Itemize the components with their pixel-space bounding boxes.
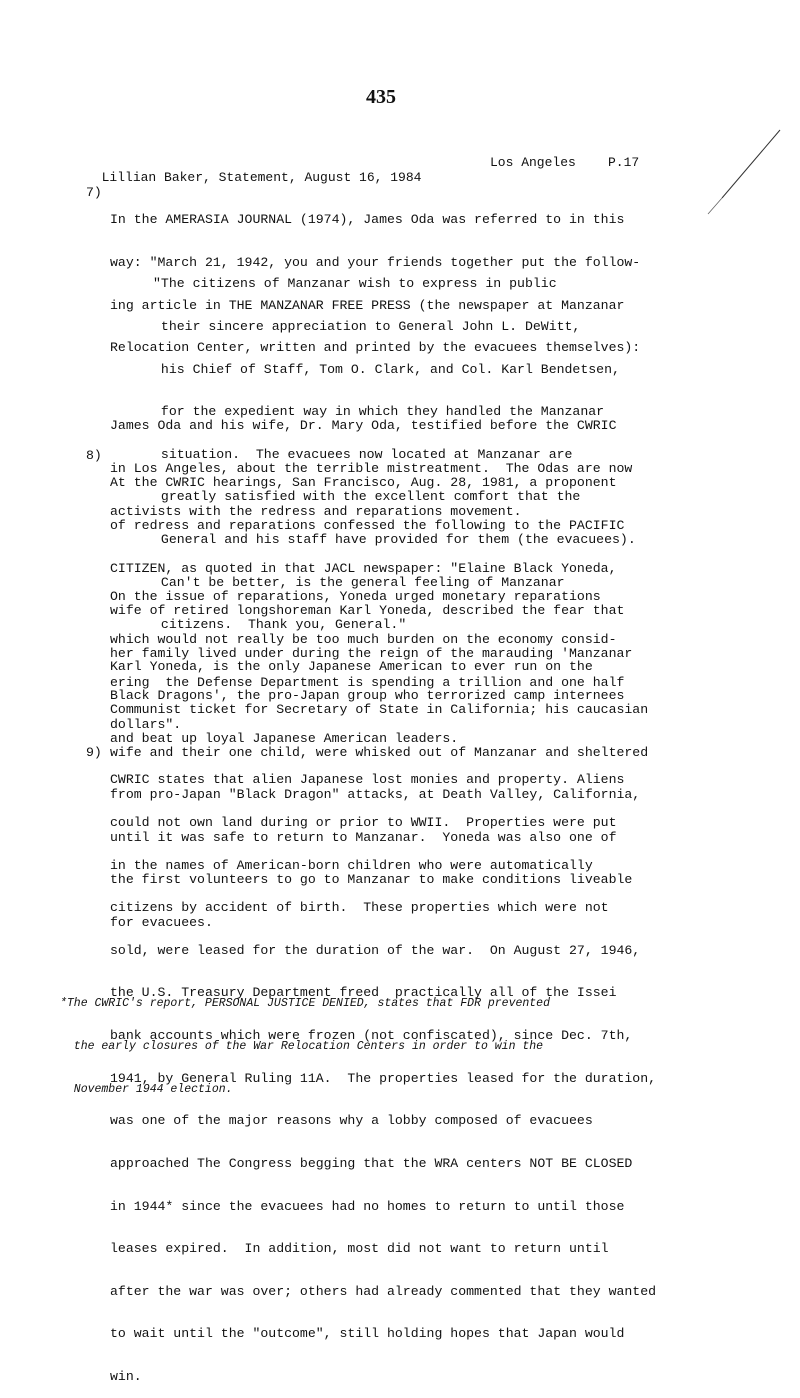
item-7-number: 7) xyxy=(86,185,102,200)
text-line: way: "March 21, 1942, you and your friends together put the follow- xyxy=(110,255,641,271)
text-line: 1941, by General Ruling 11A. The properties leased for the duration, xyxy=(110,1070,657,1086)
text-line: Relocation Center, written and printed by the evacuees themselves): xyxy=(110,340,641,356)
item-8-number: 8) xyxy=(86,448,102,463)
text-line: bank accounts which were frozen (not confiscated), since Dec. 7th, xyxy=(110,1028,633,1044)
quote-line: situation. The evacuees now located at Manzanar are xyxy=(153,446,573,462)
text-line: from pro-Japan "Black Dragon" attacks, at Death Valley, California, xyxy=(110,787,641,803)
text-line: In the AMERASIA JOURNAL (1974), James Oda was referred to in this xyxy=(110,212,625,228)
quote-line: greatly satisfied with the excellent comfort that the xyxy=(153,489,581,505)
text-line: of redress and reparations confessed the following to the PACIFIC xyxy=(110,518,625,534)
text-line: dollars". xyxy=(110,717,182,733)
text-line: On the issue of reparations, Yoneda urged monetary reparations xyxy=(110,589,601,605)
text-line: ing article in THE MANZANAR FREE PRESS (the newspaper at Manzanar xyxy=(110,297,625,313)
text-line: the U.S. Treasury Department freed practically all of the Issei xyxy=(110,985,617,1001)
quote-line: for the expedient way in which they handled the Manzanar xyxy=(153,404,605,420)
text-line: in Los Angeles, about the terrible mistreatment. The Odas are now xyxy=(110,461,633,477)
page-ref: P.17 xyxy=(608,155,640,170)
text-line: Black Dragons', the pro-Japan group who terrorized camp internees xyxy=(110,688,625,704)
footnote-line: November 1944 election. xyxy=(60,1083,233,1097)
text-line: activists with the redress and reparations movement. xyxy=(110,503,522,519)
text-line: in the names of American-born children who were automatically xyxy=(110,857,593,873)
text-line: approached The Congress begging that the WRA centers NOT BE CLOSED xyxy=(110,1155,633,1171)
quote-line: citizens. Thank you, General." xyxy=(153,617,407,633)
quote-line: General and his staff have provided for them (the evacuees). xyxy=(153,532,636,548)
page-number: 435 xyxy=(366,86,396,108)
text-line: and beat up loyal Japanese American leaders. xyxy=(110,731,459,747)
item-9-number: 9) xyxy=(86,745,102,760)
text-line: Communist ticket for Secretary of State in California; his caucasian xyxy=(110,702,649,718)
text-line: leases expired. In addition, most did not want to return until xyxy=(110,1241,609,1257)
quote-line: Can't be better, is the general feeling of Manzanar xyxy=(153,574,565,590)
quote-line: "The citizens of Manzanar wish to express in public xyxy=(153,276,557,292)
text-line: wife and their one child, were whisked out of Manzanar and sheltered xyxy=(110,744,649,760)
text-line: CWRIC states that alien Japanese lost monies and property. Aliens xyxy=(110,772,625,788)
quote-line: their sincere appreciation to General John L. DeWitt, xyxy=(153,319,581,335)
quote-line: his Chief of Staff, Tom O. Clark, and Col. Karl Bendetsen, xyxy=(153,361,620,377)
text-line: citizens by accident of birth. These properties which were not xyxy=(110,900,609,916)
text-line: sold, were leased for the duration of the war. On August 27, 1946, xyxy=(110,942,641,958)
text-line: was one of the major reasons why a lobby composed of evacuees xyxy=(110,1113,593,1129)
author-line: Lillian Baker, Statement, August 16, 1984 xyxy=(101,170,422,185)
text-line: in 1944* since the evacuees had no homes to return to until those xyxy=(110,1198,625,1214)
text-line: which would not really be too much burden on the economy consid- xyxy=(110,632,617,648)
text-line: At the CWRIC hearings, San Francisco, Aug. 28, 1981, a proponent xyxy=(110,475,617,491)
text-line: could not own land during or prior to WWII. Properties were put xyxy=(110,815,617,831)
footnote-line: the early closures of the War Relocation Centers in order to win the xyxy=(60,1040,544,1054)
location: Los Angeles xyxy=(490,155,576,170)
footnote xyxy=(60,968,550,1112)
text-line: wife of retired longshoreman Karl Yoneda, described the fear that xyxy=(110,603,625,619)
text-line: Karl Yoneda, is the only Japanese American to ever run on the xyxy=(110,659,593,675)
text-line: James Oda and his wife, Dr. Mary Oda, testified before the CWRIC xyxy=(110,418,617,434)
footnote-line: *The CWRIC's report, PERSONAL JUSTICE DENIED, states that FDR prevented xyxy=(60,996,550,1010)
text-line: win. xyxy=(110,1368,142,1384)
text-line: to wait until the "outcome", still holding hopes that Japan would xyxy=(110,1326,625,1342)
text-line: the first volunteers to go to Manzanar to make conditions liveable xyxy=(110,872,633,888)
text-line: CITIZEN, as quoted in that JACL newspaper: "Elaine Black Yoneda, xyxy=(110,560,617,576)
text-line: for evacuees. xyxy=(110,915,213,931)
text-line: her family lived under during the reign of the marauding 'Manzanar xyxy=(110,645,633,661)
text-line: ering the Defense Department is spending a trillion and one half xyxy=(110,674,625,690)
margin-pen-mark xyxy=(700,128,790,218)
text-line: until it was safe to return to Manzanar. Yoneda was also one of xyxy=(110,829,617,845)
text-line: after the war was over; others had already commented that they wanted xyxy=(110,1283,657,1299)
